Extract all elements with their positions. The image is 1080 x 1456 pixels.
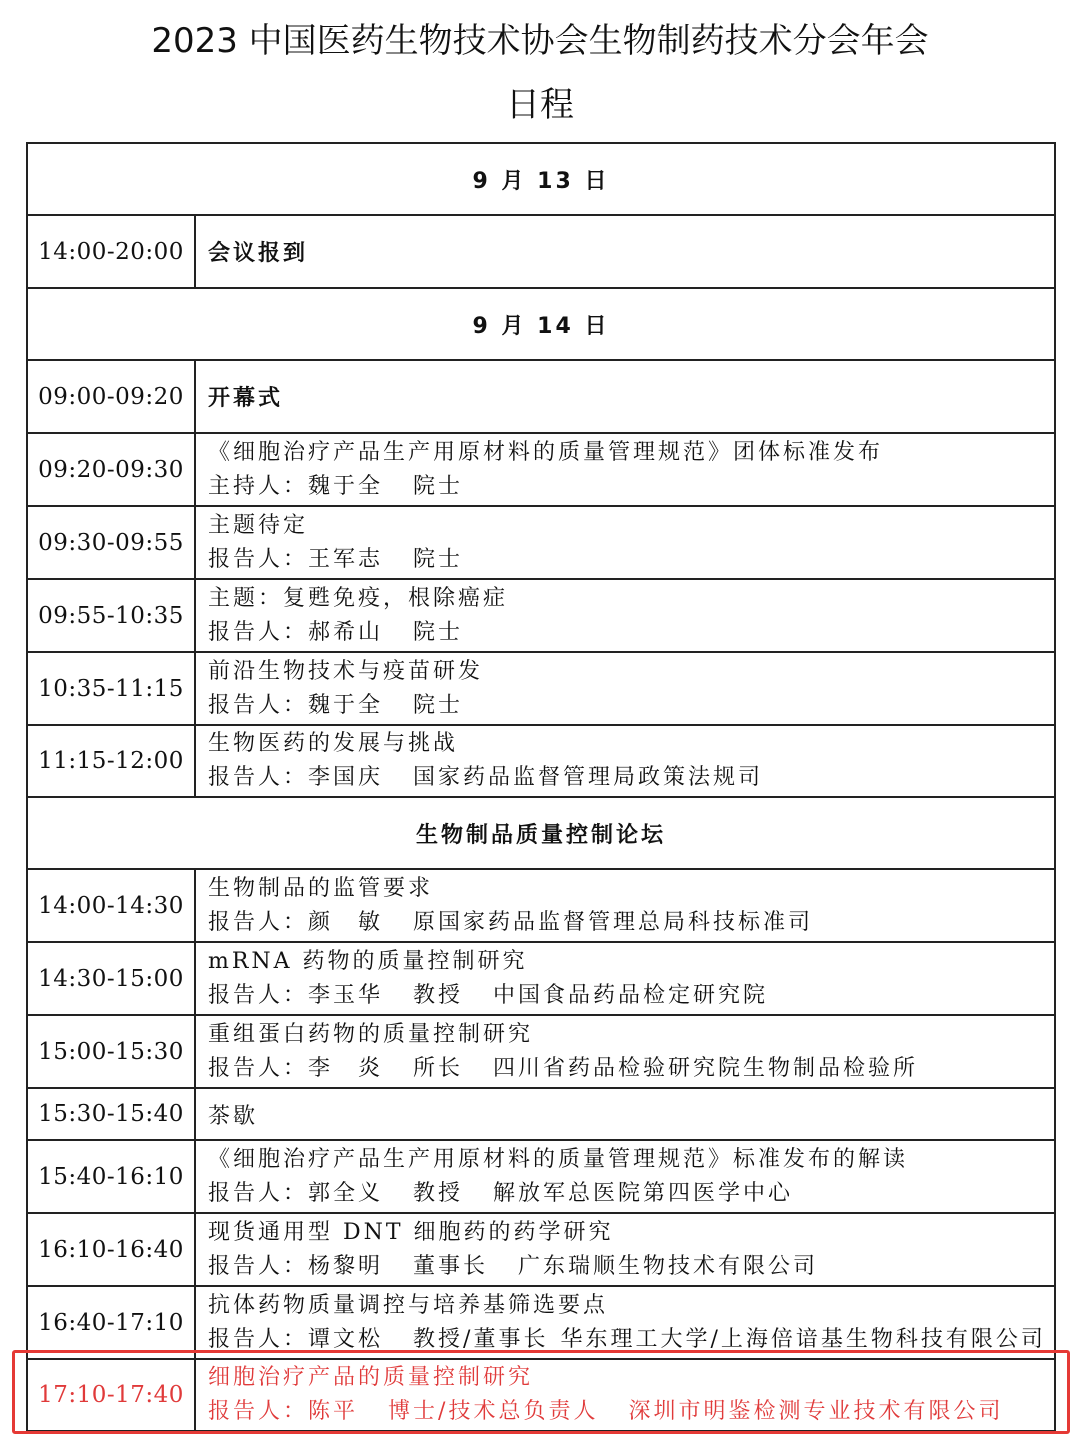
speaker-name: 谭文松: [308, 1326, 384, 1352]
time-cell: 14:30-15:00: [27, 942, 195, 1015]
session-title: 重组蛋白药物的质量控制研究: [208, 1021, 534, 1047]
time-cell: 15:00-15:30: [27, 1015, 195, 1088]
speaker-line: [208, 1250, 1054, 1284]
time-cell: 15:30-15:40: [27, 1088, 195, 1140]
time-cell: 11:15-12:00: [27, 725, 195, 797]
role-label: 报告人：: [208, 1326, 309, 1352]
forum-header: 生物制品质量控制论坛: [27, 797, 1055, 869]
speaker-name: 杨黎明: [308, 1253, 384, 1279]
date-row: [27, 143, 1055, 215]
role-label: 报告人：: [208, 982, 309, 1008]
speaker-org: 四川省药品检验研究院生物制品检验所: [493, 1055, 919, 1081]
table-row: [27, 506, 1055, 579]
speaker-line: [208, 906, 1054, 940]
speaker-position: 院士: [413, 692, 464, 718]
table-row: [27, 1213, 1055, 1286]
speaker-name: 王军志: [308, 546, 384, 572]
speaker-position: 教授: [413, 1180, 464, 1206]
session-cell: [195, 579, 1055, 652]
speaker-position: 国家药品监督管理局政策法规司: [413, 765, 764, 790]
session-title: mRNA 药物的质量控制研究: [208, 948, 528, 974]
role-label: 报告人：: [208, 1180, 309, 1206]
speaker-line: [208, 616, 1054, 650]
time-cell: 09:30-09:55: [27, 506, 195, 579]
speaker-name: 郭全义: [308, 1180, 384, 1206]
session-cell: [195, 1286, 1055, 1359]
time-cell: 14:00-14:30: [27, 869, 195, 942]
forum-row: [27, 797, 1055, 869]
role-label: 报告人：: [208, 909, 309, 935]
page-title: 2023 中国医药生物技术协会生物制药技术分会年会: [151, 21, 929, 61]
session-title: 主题：复甦免疫，根除癌症: [208, 585, 509, 611]
role-label: 报告人：: [208, 1253, 309, 1279]
speaker-line: [208, 1052, 1054, 1086]
speaker-line: [208, 543, 1054, 577]
table-row: [27, 579, 1055, 652]
time-cell: 15:40-16:10: [27, 1140, 195, 1213]
speaker-name: 李 炎: [308, 1055, 384, 1081]
session-title: 《细胞治疗产品生产用原材料的质量管理规范》团体标准发布: [208, 439, 884, 465]
session-cell: [195, 869, 1055, 942]
session-cell: [195, 506, 1055, 579]
speaker-position: 教授/董事长: [413, 1326, 549, 1352]
speaker-line: [208, 470, 1054, 504]
speaker-line: [208, 1323, 1054, 1357]
session-title: 会议报到: [195, 215, 1055, 288]
page-subtitle: 日程: [506, 85, 574, 125]
session-title: 抗体药物质量调控与培养基筛选要点: [208, 1292, 609, 1318]
speaker-position: 院士: [413, 473, 464, 499]
session-cell: [195, 1359, 1055, 1431]
time-cell: 14:00-20:00: [27, 215, 195, 288]
speaker-position: 董事长: [413, 1253, 489, 1279]
speaker-name: 郝希山: [308, 619, 384, 645]
session-cell: [195, 1140, 1055, 1213]
time-cell: 09:55-10:35: [27, 579, 195, 652]
speaker-name: 李玉华: [308, 982, 384, 1008]
session-cell: [195, 942, 1055, 1015]
session-title: 开幕式: [195, 360, 1055, 433]
date-header: 9 月 13 日: [27, 143, 1055, 215]
table-row: [27, 1140, 1055, 1213]
session-title: 现货通用型 DNT 细胞药的药学研究: [208, 1219, 614, 1245]
speaker-line: [208, 689, 1054, 723]
speaker-org: 广东瑞顺生物技术有限公司: [518, 1253, 819, 1279]
time-cell: 09:20-09:30: [27, 433, 195, 506]
table-row: [27, 942, 1055, 1015]
speaker-name: 陈平: [308, 1399, 359, 1424]
session-cell: [195, 1213, 1055, 1286]
date-row: [27, 288, 1055, 360]
role-label: 报告人：: [208, 1055, 309, 1081]
table-row-highlighted: [27, 1359, 1055, 1431]
session-title: 生物制品的监管要求: [208, 875, 434, 901]
time-cell: 10:35-11:15: [27, 652, 195, 725]
speaker-org: 深圳市明鉴检测专业技术有限公司: [628, 1399, 1004, 1424]
speaker-name: 李国庆: [308, 765, 384, 790]
table-row: [27, 215, 1055, 288]
speaker-name: 颜 敏: [308, 909, 384, 935]
session-title: 茶歇: [195, 1088, 1055, 1140]
role-label: 报告人：: [208, 1399, 309, 1424]
time-cell: 17:10-17:40: [27, 1359, 195, 1431]
speaker-line: [208, 979, 1054, 1013]
speaker-position: 院士: [413, 546, 464, 572]
table-row: [27, 360, 1055, 433]
time-cell: 09:00-09:20: [27, 360, 195, 433]
speaker-name: 魏于全: [308, 473, 384, 499]
speaker-org: 华东理工大学/上海倍谙基生物科技有限公司: [560, 1326, 1046, 1352]
table-row: [27, 1088, 1055, 1140]
session-title: 细胞治疗产品的质量控制研究: [208, 1365, 534, 1390]
speaker-line: [208, 1395, 1054, 1429]
role-label: 报告人：: [208, 619, 309, 645]
role-label: 主持人：: [208, 473, 309, 499]
session-title: 前沿生物技术与疫苗研发: [208, 658, 484, 684]
session-cell: [195, 433, 1055, 506]
session-title: 《细胞治疗产品生产用原材料的质量管理规范》标准发布的解读: [208, 1146, 909, 1172]
date-header: 9 月 14 日: [27, 288, 1055, 360]
speaker-position: 原国家药品监督管理总局科技标准司: [413, 909, 814, 935]
time-cell: 16:40-17:10: [27, 1286, 195, 1359]
table-row: [27, 869, 1055, 942]
speaker-line: [208, 1177, 1054, 1211]
table-row: [27, 652, 1055, 725]
speaker-position: 所长: [413, 1055, 464, 1081]
session-cell: [195, 725, 1055, 797]
table-row: [27, 433, 1055, 506]
speaker-org: 中国食品药品检定研究院: [493, 982, 769, 1008]
role-label: 报告人：: [208, 546, 309, 572]
role-label: 报告人：: [208, 765, 309, 790]
session-cell: [195, 1015, 1055, 1088]
speaker-position: 博士/技术总负责人: [388, 1399, 599, 1424]
speaker-position: 教授: [413, 982, 464, 1008]
table-row: [27, 1015, 1055, 1088]
session-cell: [195, 652, 1055, 725]
speaker-line: [208, 761, 1054, 795]
table-row: [27, 1286, 1055, 1359]
role-label: 报告人：: [208, 692, 309, 718]
table-row: [27, 725, 1055, 797]
speaker-position: 院士: [413, 619, 464, 645]
time-cell: 16:10-16:40: [27, 1213, 195, 1286]
speaker-name: 魏于全: [308, 692, 384, 718]
session-title: 主题待定: [208, 512, 309, 538]
speaker-org: 解放军总医院第四医学中心: [493, 1180, 794, 1206]
session-title: 生物医药的发展与挑战: [208, 731, 459, 756]
schedule-table: [26, 142, 1056, 1432]
